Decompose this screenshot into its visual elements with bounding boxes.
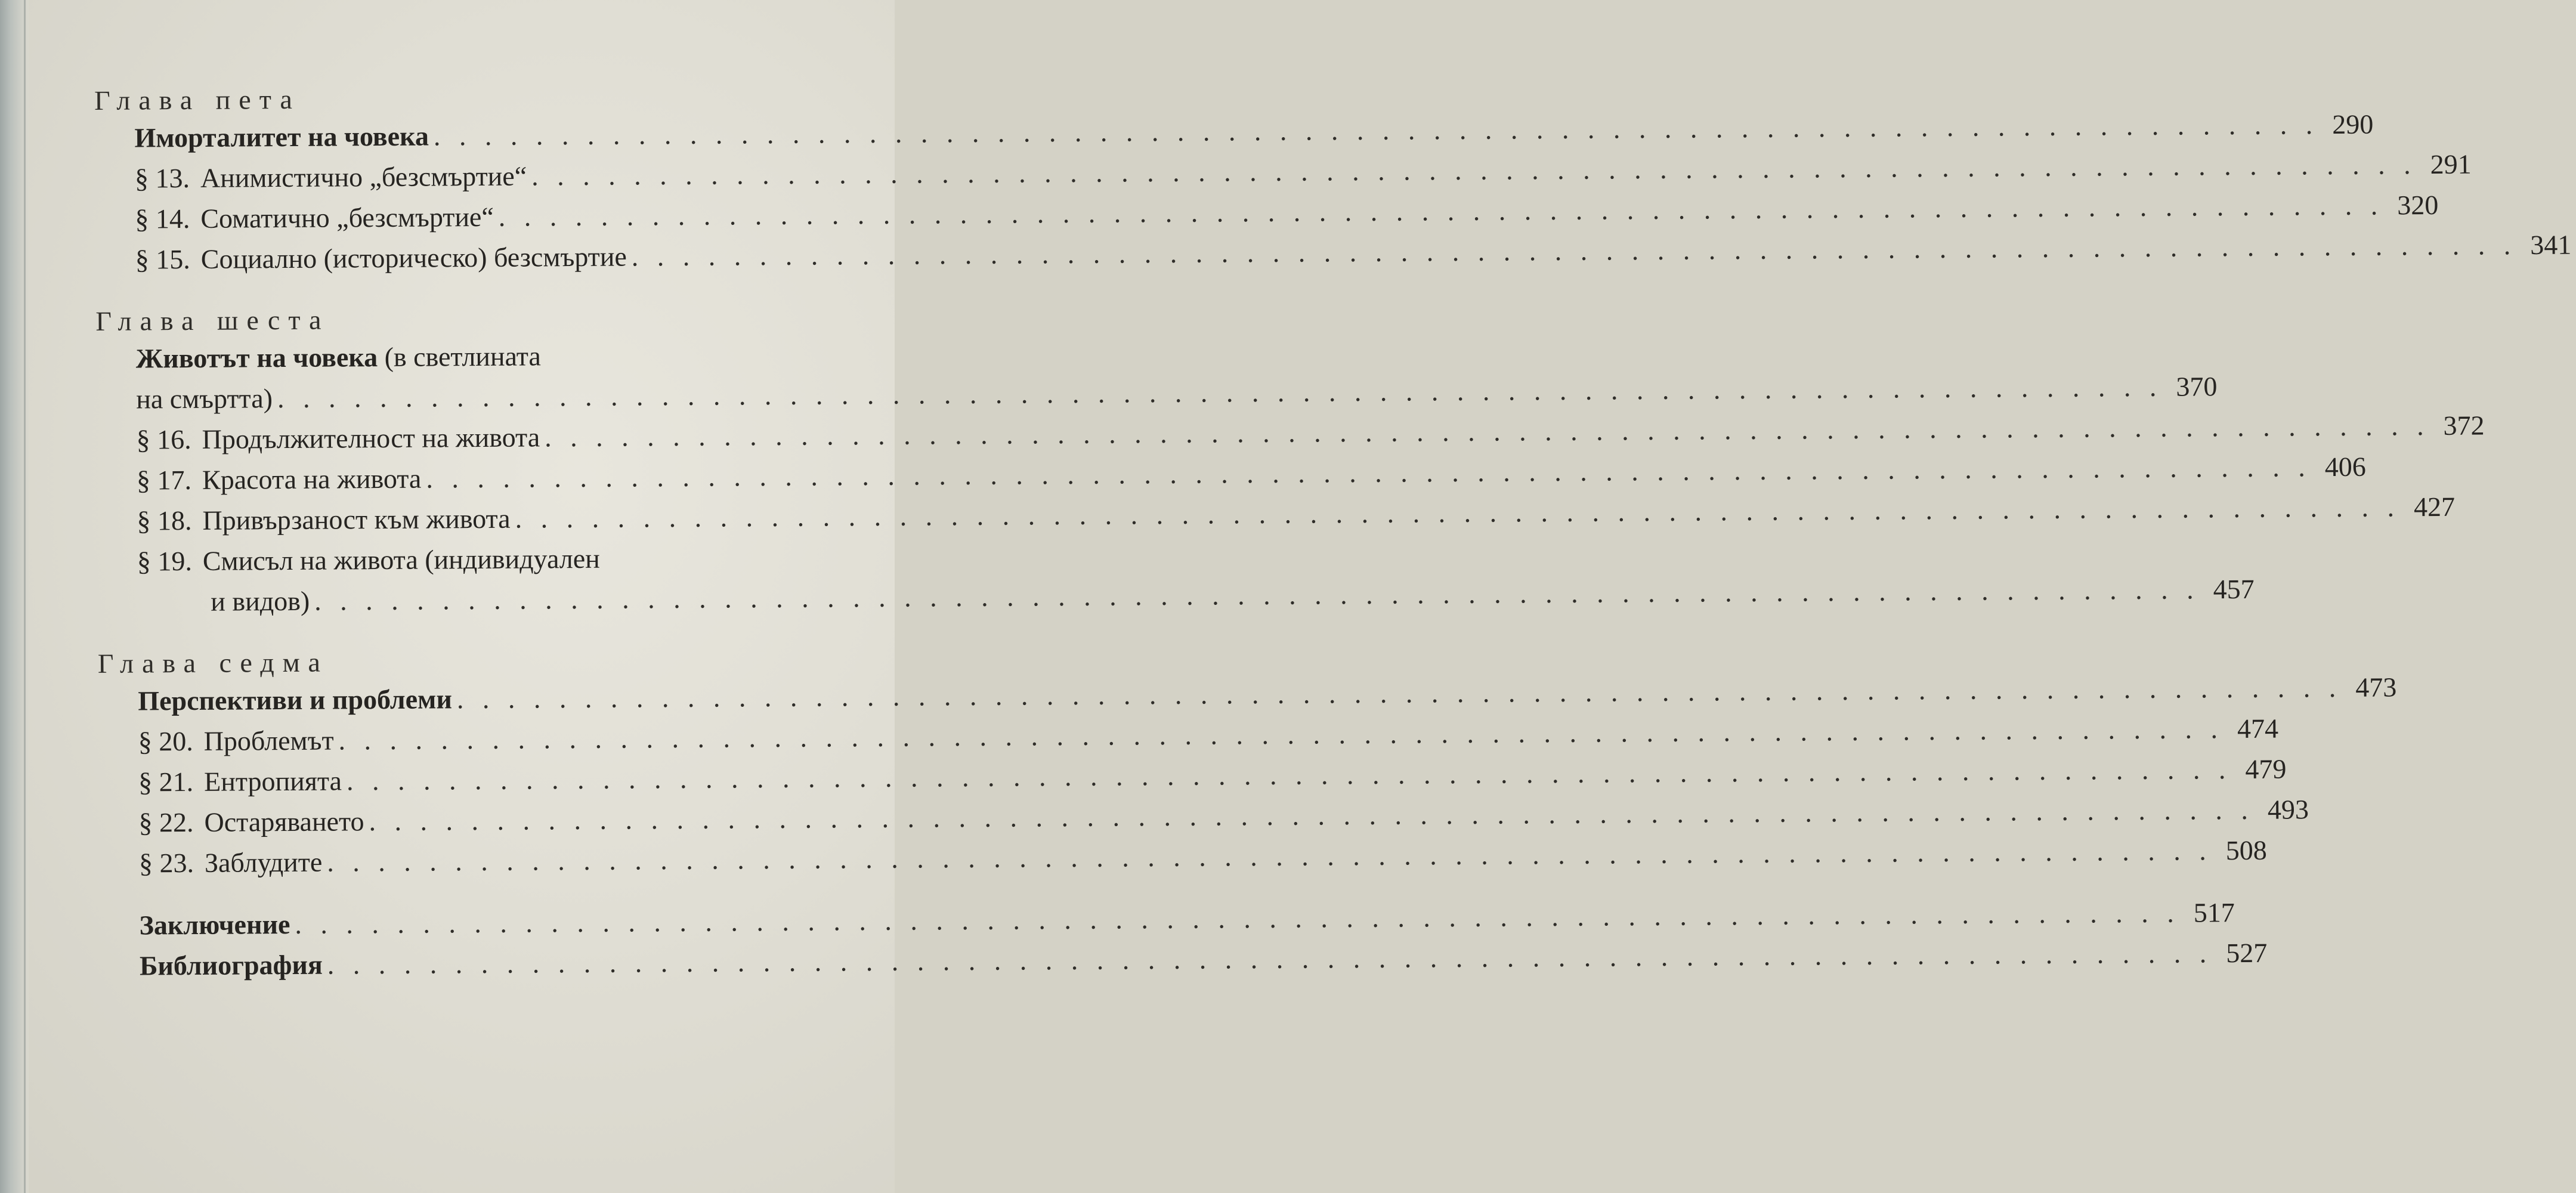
leader-dots: . . . . . . . . . . . . . . . . . . . . . . . . . . . . . . . . . . . . . . . . . . . . . . . . . . . . . . . . . . . . . . . . . . . . . . . . . .: [426, 452, 2311, 494]
page-number: 457: [2213, 573, 2255, 605]
toc-entry-conclusion: [139, 897, 2235, 945]
leader-dots: . . . . . . . . . . . . . . . . . . . . . . . . . . . . . . . . . . . . . . . . . . . . . . . . . . . . . . . . . . . . . . . . . . . . . . . . . .: [498, 190, 2384, 232]
page-number: 493: [2267, 794, 2309, 825]
section-number: § 23.: [138, 847, 194, 879]
section-number: § 15.: [135, 243, 190, 275]
chapter-title: Перспективи и проблеми: [138, 684, 453, 716]
toc-entry-section: [137, 491, 2456, 541]
section-number: § 13.: [134, 162, 190, 194]
page-number: 406: [2324, 451, 2366, 483]
section-number: § 14.: [135, 203, 190, 234]
leader-dots: . . . . . . . . . . . . . . . . . . . . . . . . . . . . . . . . . . . . . . . . . . . . . . . . . . . . . . . . . . . . . . . . . . . . . . . . . .: [314, 574, 2200, 616]
leader-dots: . . . . . . . . . . . . . . . . . . . . . . . . . . . . . . . . . . . . . . . . . . . . . . . . . . . . . . . . . . . . . . . . . . . . . . . . . .: [544, 410, 2430, 453]
toc-entry-section-line-2: [211, 573, 2255, 622]
leader-dots: . . . . . . . . . . . . . . . . . . . . . . . . . . . . . . . . . . . . . . . . . . . . . . . . . . . . . . . . . . . . . . . . . . . . . . . . . .: [327, 835, 2212, 877]
leader-dots: . . . . . . . . . . . . . . . . . . . . . . . . . . . . . . . . . . . . . . . . . . . . . . . . . . . . . . . . . . . . . . . . . . . . . . . . . .: [338, 713, 2224, 756]
chapter-six: [91, 299, 2485, 623]
section-number: § 22.: [138, 806, 194, 838]
page-number: 291: [2430, 149, 2472, 180]
leader-dots: . . . . . . . . . . . . . . . . . . . . . . . . . . . . . . . . . . . . . . . . . . . . . . . . . . . . . . . . . . . . . . . . . . . . . . . . . .: [456, 672, 2342, 715]
leader-dots: . . . . . . . . . . . . . . . . . . . . . . . . . . . . . . . . . . . . . . . . . . . . . . . . . . . . . . . . . . . . . . . . . . . . . . . . . .: [295, 897, 2180, 939]
section-title: Проблемът: [203, 725, 334, 756]
page-number: 320: [2397, 189, 2439, 221]
toc-entry-section: [134, 149, 2472, 199]
section-title-line-2: и видов): [211, 585, 310, 617]
chapter-label: Глава пета: [94, 84, 301, 116]
section-title: Привързаност към живота: [202, 503, 511, 536]
section-title: Продължителност на живота: [202, 422, 540, 455]
back-matter: [94, 897, 2268, 987]
page-number: 427: [2413, 491, 2456, 523]
toc-entry-section: [138, 835, 2267, 883]
leader-dots: . . . . . . . . . . . . . . . . . . . . . . . . . . . . . . . . . . . . . . . . . . . . . . . . . . . . . . . . . . . . . . . . . . . . . . . . . .: [369, 794, 2255, 837]
chapter-five: [89, 79, 2572, 280]
leader-dots: . . . . . . . . . . . . . . . . . . . . . . . . . . . . . . . . . . . . . . . . . . . . . . . . . . . . . . . . . . . . . . . . . . . . . . . . . .: [515, 492, 2401, 534]
section-title: Заблудите: [204, 846, 323, 878]
gutter-shadow-line: [24, 0, 26, 1193]
section-title: Соматично „безсмъртие“: [200, 201, 494, 234]
section-title: Социално (историческо) безсмъртие: [200, 241, 627, 274]
chapter-title-line-1: [136, 334, 849, 379]
page-number: 527: [2226, 937, 2268, 969]
leader-dots: . . . . . . . . . . . . . . . . . . . . . . . . . . . . . . . . . . . . . . . . . . . . . . . . . . . . . . . . . . . . . . . . . . . . . . . . . .: [277, 371, 2163, 414]
toc-entry-chapter-title: [138, 672, 2397, 721]
toc-entry-section: [136, 451, 2366, 500]
leader-dots: . . . . . . . . . . . . . . . . . . . . . . . . . . . . . . . . . . . . . . . . . . . . . . . . . . . . . . . . . . . . . . . . . . . . . . . . . .: [433, 109, 2319, 152]
page-number: 479: [2245, 753, 2287, 784]
page-number: 372: [2443, 410, 2485, 441]
conclusion-title: Заключение: [139, 908, 290, 941]
toc-entry-section: [138, 753, 2287, 802]
chapter-seven: [93, 642, 2397, 884]
chapter-title: Иморталитет на човека: [134, 120, 429, 153]
page-number: 290: [2332, 109, 2374, 140]
toc-entry-section: [135, 189, 2439, 239]
leader-dots: . . . . . . . . . . . . . . . . . . . . . . . . . . . . . . . . . . . . . . . . . . . . . . . . . . . . . . . . . . . . . . . . . . . . . . . . . .: [346, 754, 2232, 796]
section-number: § 20.: [138, 725, 193, 757]
page-number: 517: [2193, 897, 2235, 928]
section-title: Остаряването: [204, 806, 364, 837]
chapter-title: Животът на човека: [135, 342, 378, 374]
page-number: 341: [2530, 229, 2572, 261]
leader-dots: . . . . . . . . . . . . . . . . . . . . . . . . . . . . . . . . . . . . . . . . . . . . . . . . . . . . . . . . . . . . . . . . . . . . . . . . . .: [531, 149, 2417, 191]
chapter-label: Глава шеста: [95, 304, 330, 336]
page-number: 474: [2237, 713, 2279, 744]
section-number: § 17.: [136, 464, 192, 496]
chapter-title-subtitle: (в светлината: [377, 341, 542, 373]
toc-entry-bibliography: [139, 937, 2268, 986]
leader-dots: . . . . . . . . . . . . . . . . . . . . . . . . . . . . . . . . . . . . . . . . . . . . . . . . . . . . . . . . . . . . . . . . . . . . . . . . . .: [327, 938, 2213, 980]
toc-entry-section: [138, 794, 2309, 843]
table-of-contents: [89, 79, 2572, 987]
leader-dots: . . . . . . . . . . . . . . . . . . . . . . . . . . . . . . . . . . . . . . . . . . . . . . . . . . . . . . . . . . . . . . . . . . . . . . . . . .: [631, 230, 2517, 272]
toc-entry-chapter-title: [134, 109, 2374, 158]
page-number: 370: [2176, 371, 2218, 402]
toc-entry-section: [138, 713, 2279, 762]
page-number: 473: [2355, 672, 2397, 703]
section-number: § 19.: [137, 545, 193, 577]
section-number: § 18.: [137, 505, 192, 536]
section-title: Ентропията: [203, 765, 342, 797]
section-number: § 21.: [138, 766, 194, 798]
toc-entry-chapter-title: [136, 371, 2218, 419]
page-number: 508: [2225, 835, 2267, 866]
chapter-label: Глава седма: [97, 647, 329, 679]
section-number: § 16.: [136, 424, 191, 455]
section-title: Анимистично „безсмъртие“: [200, 160, 527, 193]
toc-entry-section-line-1: [137, 537, 850, 582]
section-title: Смисъл на живота (индивидуален: [202, 543, 600, 576]
toc-entry-section: [135, 229, 2572, 280]
bibliography-title: Библиография: [139, 949, 323, 981]
section-title: Красота на живота: [202, 463, 422, 495]
toc-entry-section: [136, 410, 2485, 460]
chapter-title-line-2: на смъртта): [136, 383, 273, 415]
